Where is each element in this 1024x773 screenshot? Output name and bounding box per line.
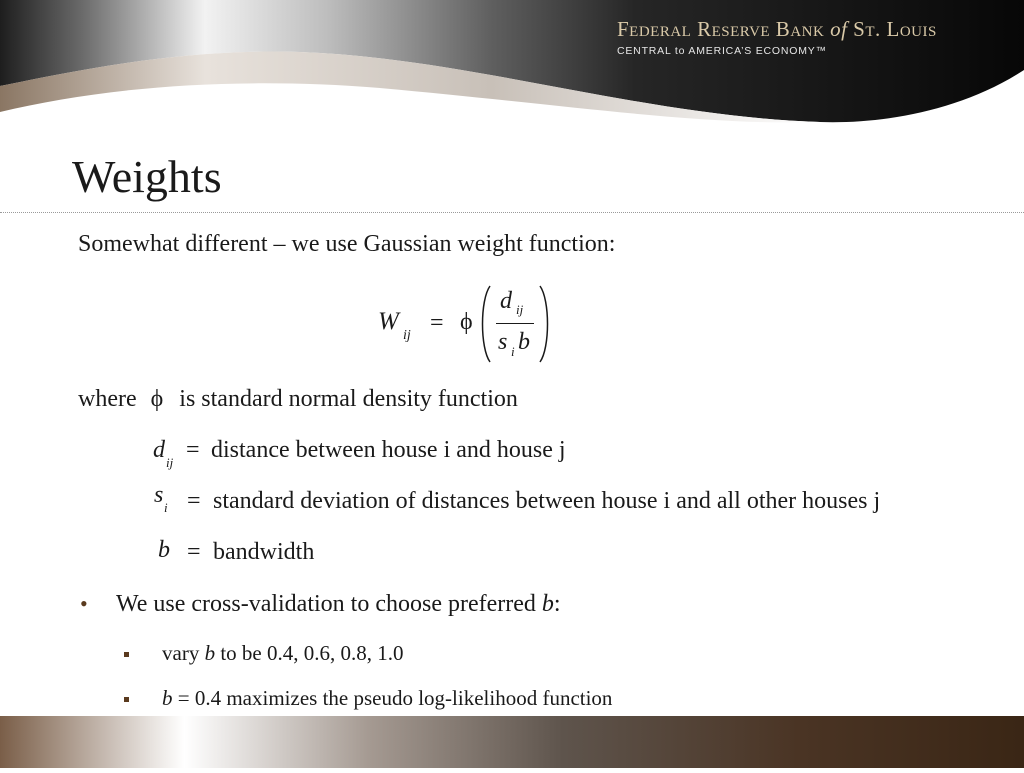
square-bullet-icon <box>124 652 129 657</box>
sub-bullet-text <box>162 686 612 711</box>
definition-equals: = <box>186 437 200 463</box>
definition-symbol: b <box>158 537 170 563</box>
sub-bullet-var: b <box>204 641 216 665</box>
sub-bullet-post: to be 0.4, 0.6, 0.8, 1.0 <box>215 641 404 665</box>
footer-gradient-graphic <box>0 716 1024 768</box>
where-prefix: where <box>78 386 137 412</box>
definition-text: bandwidth <box>213 539 315 565</box>
formula-fraction-bar <box>496 323 534 324</box>
bullet-text-suffix: : <box>553 591 561 617</box>
formula-phi: ϕ <box>460 309 473 335</box>
definition-bandwidth <box>0 537 1024 571</box>
formula-equals: = <box>430 310 444 336</box>
definition-symbol: d <box>153 437 165 463</box>
sub-bullet-var: b <box>162 686 173 710</box>
where-phi-symbol: ϕ <box>150 386 164 412</box>
sub-bullet-post: = 0.4 maximizes the pseudo log-likelihood function <box>172 686 613 710</box>
weight-formula <box>376 284 566 364</box>
title-divider <box>0 212 1024 213</box>
formula-numerator: d <box>500 288 512 314</box>
sub-bullet-pre: vary <box>162 641 205 665</box>
brand-tagline: CENTRAL to AMERICA’S ECONOMY™ <box>617 45 827 57</box>
definition-subscript: ij <box>166 455 174 470</box>
formula-denominator-s: s <box>498 329 508 355</box>
definition-symbol: s <box>154 482 164 508</box>
sub-bullet-text <box>162 641 403 666</box>
formula-denominator-s-subscript: i <box>511 344 515 359</box>
brand-name <box>617 17 1017 42</box>
square-bullet-icon <box>124 697 129 702</box>
brand-name-part1: Federal Reserve Bank <box>617 17 825 41</box>
brand-name-part2: St. Louis <box>853 17 937 41</box>
where-line <box>78 386 518 413</box>
definition-std-dev <box>0 482 1024 520</box>
bullet-text <box>116 591 561 618</box>
header-banner <box>0 0 1024 135</box>
brand-name-of: of <box>830 17 848 41</box>
definition-equals: = <box>187 539 201 565</box>
formula-lhs: W <box>378 308 399 335</box>
slide-title: Weights <box>72 151 222 202</box>
definition-subscript: i <box>164 500 168 515</box>
definition-text: standard deviation of distances between house i and all other houses j <box>213 488 881 514</box>
definition-equals: = <box>187 488 201 514</box>
footer-band <box>0 716 1024 768</box>
intro-text: Somewhat different – we use Gaussian weight function: <box>78 231 616 257</box>
definition-distance <box>0 437 1024 471</box>
brand-logo <box>617 17 1017 57</box>
formula-lhs-subscript: ij <box>403 328 411 343</box>
bullet-text-prefix: We use cross-validation to choose preferred <box>116 591 542 617</box>
where-text: is standard normal density function <box>179 386 518 412</box>
bullet-dot-icon: • <box>80 591 88 616</box>
formula-numerator-subscript: ij <box>516 302 524 317</box>
bullet-text-var: b <box>541 591 554 617</box>
definition-text: distance between house i and house j <box>211 437 566 463</box>
formula-left-paren <box>478 284 492 364</box>
formula-right-paren <box>538 284 552 364</box>
formula-denominator-b: b <box>518 329 530 355</box>
